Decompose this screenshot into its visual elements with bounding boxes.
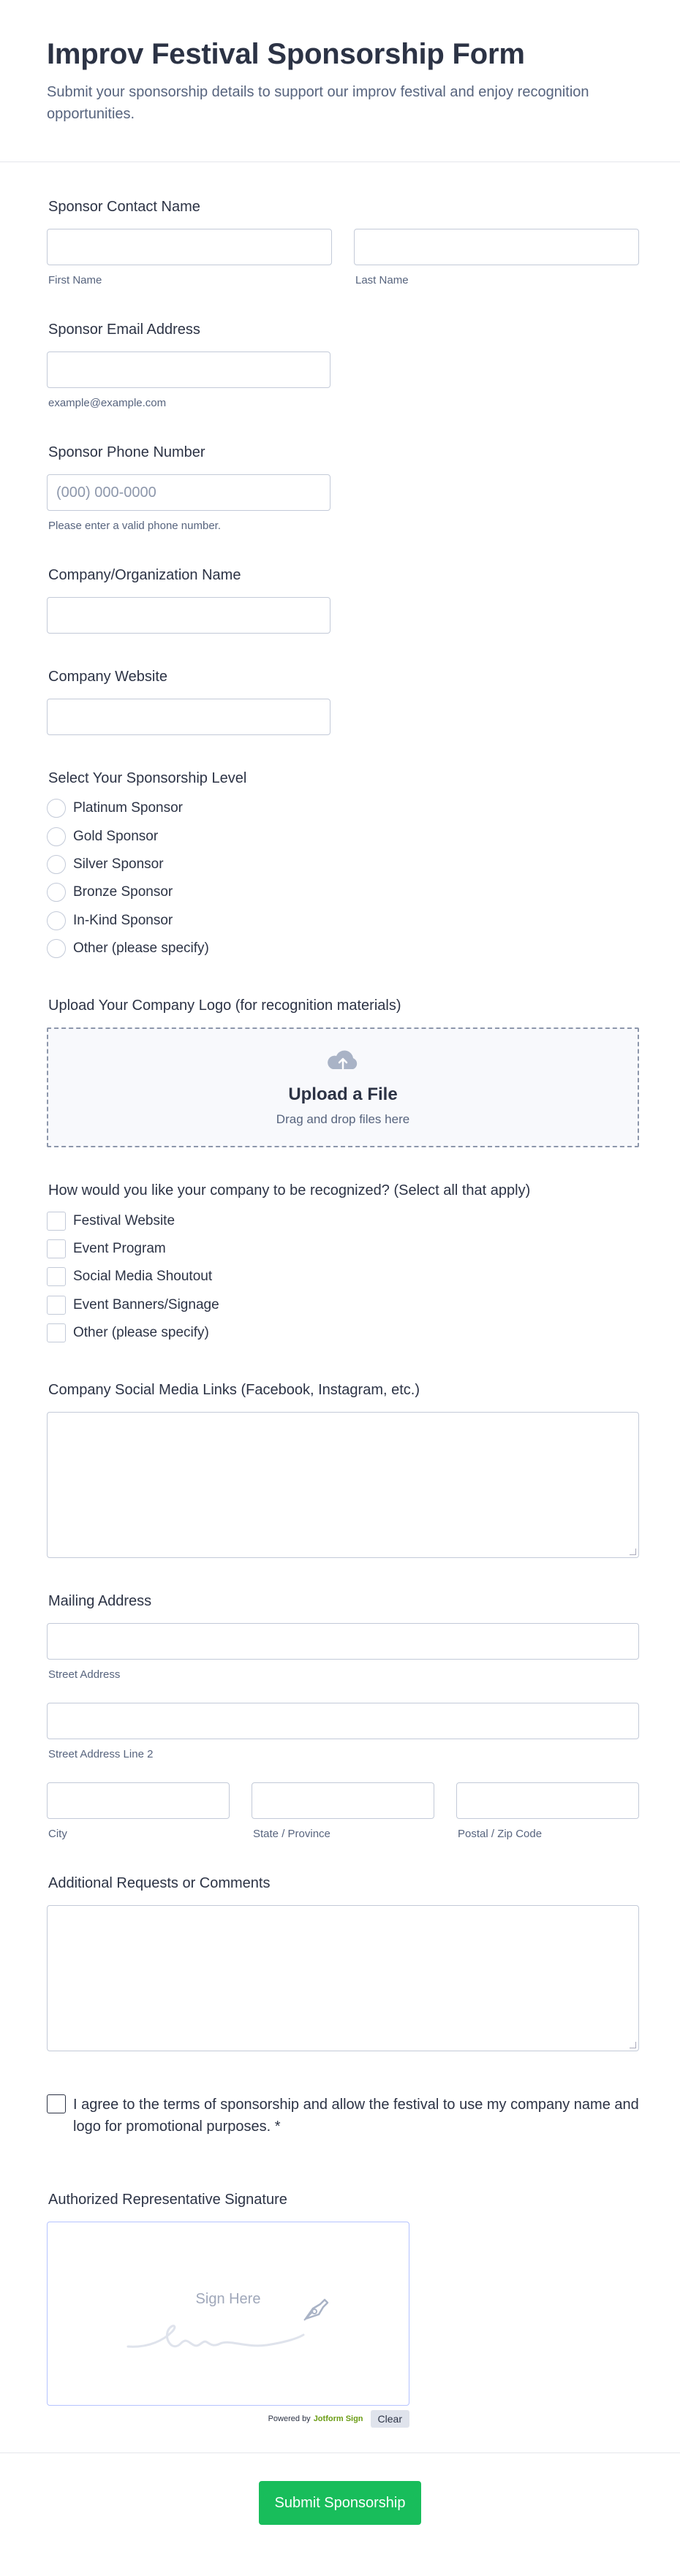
- checkbox-option[interactable]: [47, 1207, 639, 1234]
- radio-button[interactable]: [47, 939, 66, 958]
- city-input[interactable]: [47, 1782, 230, 1819]
- email-sublabel: example@example.com: [48, 397, 167, 409]
- signature-label: Authorized Representative Signature: [48, 2192, 287, 2208]
- pen-nib-icon: [300, 2292, 332, 2325]
- checkbox-option[interactable]: [47, 1235, 639, 1263]
- signature-placeholder: Sign Here: [195, 2291, 261, 2308]
- website-field: [47, 669, 639, 735]
- first-name-sublabel: First Name: [48, 274, 102, 286]
- radio-button[interactable]: [47, 799, 66, 818]
- clear-signature-button[interactable]: Clear: [371, 2410, 409, 2428]
- upload-hint: Drag and drop files here: [276, 1112, 410, 1127]
- city-sublabel: City: [48, 1828, 67, 1841]
- radio-option-label: Gold Sponsor: [73, 828, 159, 844]
- signature-field: [47, 2192, 639, 2428]
- phone-field: [47, 444, 639, 532]
- checkbox-option-label: Other (please specify): [73, 1325, 209, 1341]
- phone-label: Sponsor Phone Number: [48, 444, 205, 460]
- form-header: [0, 0, 680, 162]
- radio-option[interactable]: [47, 878, 639, 906]
- radio-option-label: Bronze Sponsor: [73, 884, 173, 900]
- sponsorship-level-field: [47, 770, 639, 962]
- social-links-textarea[interactable]: [47, 1412, 639, 1558]
- email-label: Sponsor Email Address: [48, 322, 200, 338]
- website-label: Company Website: [48, 669, 168, 685]
- contact-name-label: Sponsor Contact Name: [48, 199, 200, 215]
- phone-sublabel: Please enter a valid phone number.: [48, 520, 221, 532]
- first-name-input[interactable]: [47, 229, 332, 265]
- street-address-line2-sublabel: Street Address Line 2: [48, 1748, 154, 1761]
- checkbox-option[interactable]: [47, 1291, 639, 1319]
- powered-by-text: Powered by: [268, 2414, 311, 2424]
- sponsorship-level-label: Select Your Sponsorship Level: [48, 770, 247, 786]
- comments-label: Additional Requests or Comments: [48, 1875, 271, 1892]
- street-address-line2-input[interactable]: [47, 1703, 639, 1739]
- terms-checkbox[interactable]: [47, 2094, 66, 2113]
- company-label: Company/Organization Name: [48, 567, 241, 583]
- radio-button[interactable]: [47, 911, 66, 930]
- submit-button[interactable]: Submit Sponsorship: [259, 2481, 421, 2525]
- terms-agreement: [47, 2094, 639, 2138]
- logo-upload-label: Upload Your Company Logo (for recognition materials): [48, 998, 401, 1014]
- state-input[interactable]: [252, 1782, 434, 1819]
- radio-option-label: In-Kind Sponsor: [73, 912, 173, 928]
- signature-pad[interactable]: [47, 2222, 409, 2406]
- page-title: Improv Festival Sponsorship Form: [47, 38, 525, 70]
- radio-option[interactable]: [47, 935, 639, 962]
- radio-button[interactable]: [47, 827, 66, 846]
- checkbox-option[interactable]: [47, 1263, 639, 1291]
- social-links-label: Company Social Media Links (Facebook, Instagram, etc.): [48, 1382, 420, 1399]
- checkbox[interactable]: [47, 1296, 66, 1315]
- form-body: [0, 199, 680, 2428]
- recognition-field: [47, 1182, 639, 1347]
- mailing-address-field: [47, 1593, 639, 1840]
- email-input[interactable]: [47, 352, 330, 388]
- radio-option-label: Platinum Sponsor: [73, 800, 183, 816]
- upload-title: Upload a File: [288, 1084, 398, 1105]
- logo-upload-field: [47, 998, 639, 1147]
- radio-option[interactable]: [47, 907, 639, 935]
- page-subtitle: Submit your sponsorship details to support our improv festival and enjoy recognition opportunities.: [47, 84, 589, 122]
- last-name-sublabel: Last Name: [355, 274, 409, 286]
- radio-button[interactable]: [47, 855, 66, 874]
- zip-input[interactable]: [456, 1782, 639, 1819]
- company-input[interactable]: [47, 597, 330, 634]
- terms-text: I agree to the terms of sponsorship and allow the festival to use my company name and logo for promotional purposes.: [73, 2097, 639, 2135]
- last-name-input[interactable]: [354, 229, 639, 265]
- mailing-address-label: Mailing Address: [48, 1593, 152, 1610]
- zip-sublabel: Postal / Zip Code: [458, 1828, 543, 1841]
- checkbox[interactable]: [47, 1267, 66, 1286]
- street-address-input[interactable]: [47, 1623, 639, 1660]
- checkbox[interactable]: [47, 1212, 66, 1231]
- state-sublabel: State / Province: [253, 1828, 330, 1841]
- jotform-sign-brand[interactable]: Jotform Sign: [313, 2414, 363, 2424]
- radio-option-label: Other (please specify): [73, 941, 209, 957]
- file-upload-dropzone[interactable]: [47, 1027, 639, 1147]
- cloud-upload-icon: [325, 1048, 360, 1074]
- radio-option[interactable]: [47, 822, 639, 850]
- comments-textarea[interactable]: [47, 1905, 639, 2051]
- website-input[interactable]: [47, 699, 330, 735]
- radio-option[interactable]: [47, 851, 639, 878]
- checkbox-option-label: Event Program: [73, 1240, 166, 1256]
- checkbox-option-label: Festival Website: [73, 1212, 175, 1228]
- radio-option[interactable]: [47, 794, 639, 822]
- checkbox-option-label: Social Media Shoutout: [73, 1269, 213, 1285]
- form-footer: [0, 2452, 680, 2576]
- checkbox-option-label: Event Banners/Signage: [73, 1296, 219, 1312]
- terms-text-wrap: [73, 2094, 639, 2138]
- radio-option-label: Silver Sponsor: [73, 856, 164, 872]
- comments-field: [47, 1875, 639, 2051]
- checkbox[interactable]: [47, 1239, 66, 1258]
- phone-input[interactable]: (000) 000-0000: [47, 474, 330, 511]
- radio-button[interactable]: [47, 883, 66, 902]
- required-mark: *: [274, 2119, 281, 2135]
- company-field: [47, 567, 639, 634]
- contact-name-field: [47, 199, 639, 286]
- recognition-label: How would you like your company to be recognized? (Select all that apply): [48, 1182, 531, 1199]
- signature-footer: [47, 2410, 409, 2428]
- social-links-field: [47, 1382, 639, 1558]
- street-address-sublabel: Street Address: [48, 1668, 121, 1682]
- checkbox-option[interactable]: [47, 1319, 639, 1347]
- checkbox[interactable]: [47, 1323, 66, 1342]
- email-field: [47, 322, 639, 409]
